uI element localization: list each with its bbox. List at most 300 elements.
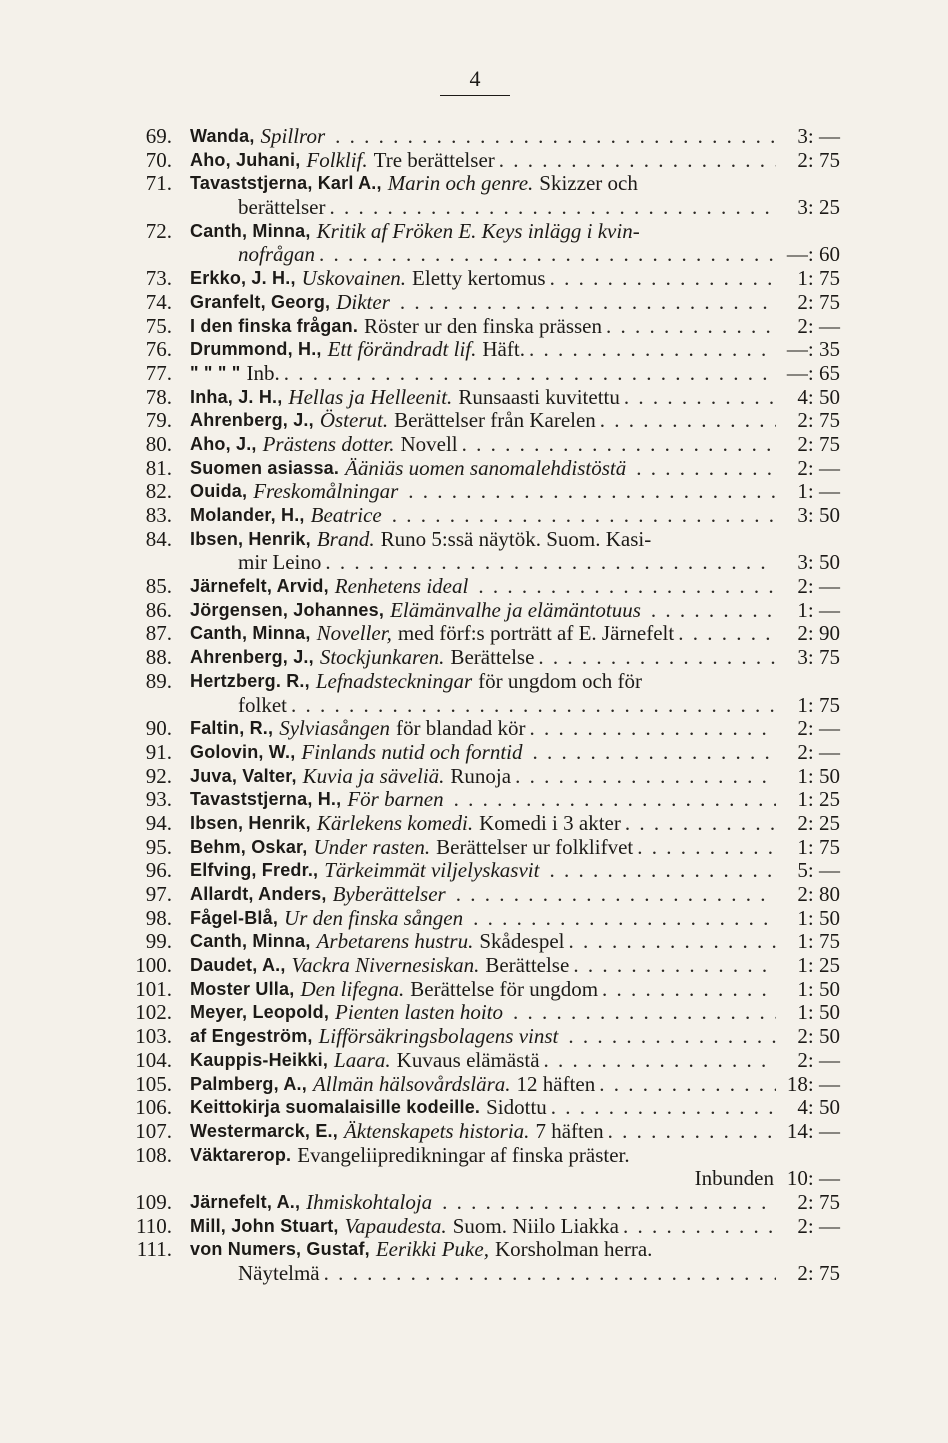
entry-text [190, 621, 840, 645]
entry-number: 80. [145, 431, 172, 456]
entry-text [190, 811, 840, 835]
leader-dots [538, 645, 776, 669]
catalog-entry [128, 1143, 840, 1167]
entry-author: Canth, Minna, [190, 623, 311, 644]
entry-number: 71. [145, 171, 172, 196]
catalog-entry [128, 266, 840, 290]
entry-author: Behm, Oskar, [190, 836, 308, 857]
leader-dots [499, 148, 776, 172]
entry-description: Komedi i 3 akter [479, 810, 621, 835]
entry-author: Järnefelt, A., [190, 1191, 301, 1212]
catalog-entry [128, 645, 840, 669]
entry-text [190, 716, 840, 740]
entry-title: Beatrice [310, 503, 382, 527]
entry-title: Stockjunkaren. [319, 645, 445, 670]
entry-title: För barnen [347, 787, 444, 812]
entry-number: 77. [145, 360, 172, 385]
catalog-entry [128, 1119, 840, 1143]
entry-price: —: 60 [786, 242, 840, 267]
catalog-entry [128, 929, 840, 953]
catalog-entry-continuation [128, 242, 840, 266]
entry-author: Aho, Juhani, [190, 149, 301, 170]
entry-number: 73. [145, 266, 172, 291]
catalog-entry [128, 882, 840, 906]
entry-price: 3: 50 [797, 550, 840, 575]
entry-price: 2: — [797, 739, 840, 764]
entry-title: Folklif. [306, 147, 368, 172]
entry-price: 3: — [797, 124, 840, 148]
entry-text [190, 456, 840, 480]
entry-title: Lefnadsteckningar [315, 668, 473, 693]
catalog-entry [128, 835, 840, 859]
entry-price: 2: — [797, 716, 840, 741]
catalog-entry-continuation [128, 195, 840, 219]
leader-dots [291, 693, 776, 717]
entry-author: Mill, John Stuart, [190, 1215, 339, 1236]
entry-description: Häft. [482, 337, 525, 362]
entry-author: Tavaststjerna, H., [190, 789, 342, 810]
entry-description: Berättelse [450, 645, 535, 670]
leader-dots [599, 1072, 776, 1096]
leader-dots [442, 1190, 776, 1214]
entry-title: Elämänvalhe ja elämäntotuus [390, 597, 641, 622]
entry-text [190, 527, 840, 551]
entry-author: Ibsen, Henrik, [190, 812, 311, 833]
entry-number: 72. [145, 218, 172, 243]
entry-text [190, 1095, 840, 1119]
leader-dots [608, 1119, 776, 1143]
entry-number: 97. [145, 882, 172, 906]
entry-author: Hertzberg. R., [190, 670, 310, 691]
entry-price: 1: 50 [797, 1000, 840, 1025]
entry-price: 2: 75 [797, 1261, 840, 1285]
entry-continuation: mir Leino [238, 550, 322, 575]
entry-price: 4: 50 [797, 1095, 840, 1120]
entry-description: med förf:s porträtt af E. Järnefelt [397, 621, 675, 646]
catalog-entry [128, 1214, 840, 1238]
leader-dots [544, 1048, 776, 1072]
entry-title: Prästens dotter. [262, 431, 395, 456]
catalog-entry [128, 1095, 840, 1119]
entry-text [190, 1072, 840, 1096]
entry-number: 88. [145, 645, 172, 670]
entry-author: Keittokirja suomalaisille kodeille. [190, 1097, 481, 1118]
entry-continuation-text [238, 693, 840, 717]
entry-continuation: Näytelmä [238, 1261, 320, 1285]
entry-price: 1: 75 [797, 692, 840, 717]
entry-description: Eletty kertomus [412, 266, 546, 291]
entry-title: Uskovainen. [301, 266, 407, 291]
entry-price: 3: 75 [797, 645, 840, 670]
entry-number: 69. [145, 124, 172, 148]
catalog-entry [128, 171, 840, 195]
entry-author: Suomen asiassa. [190, 457, 340, 478]
entry-number: 89. [145, 668, 172, 693]
leader-dots [324, 1261, 776, 1285]
entry-number: 99. [145, 929, 172, 954]
leader-dots [573, 953, 776, 977]
leader-dots [602, 977, 776, 1001]
entry-number: 91. [145, 739, 172, 764]
entry-title: Vapaudesta. [344, 1213, 447, 1238]
entry-text [190, 337, 840, 361]
entry-author: Wanda, [190, 126, 255, 146]
entry-title: Byberättelser [332, 882, 446, 906]
catalog-entry-continuation [128, 550, 840, 574]
entry-text [190, 1000, 840, 1024]
entry-author: Järnefelt, Arvid, [190, 576, 329, 597]
entry-author: Juva, Valter, [190, 765, 297, 786]
entry-author: Fågel-Blå, [190, 907, 279, 928]
entry-author: Granfelt, Georg, [190, 291, 331, 312]
entry-title: Eerikki Puke, [375, 1237, 489, 1262]
entry-description: Suom. Niilo Liakka [452, 1213, 619, 1238]
entry-number: 111. [136, 1237, 172, 1262]
catalog-entry [128, 290, 840, 314]
entry-text [190, 1048, 840, 1072]
catalog-entry [128, 716, 840, 740]
entry-description: Inb. [246, 360, 280, 385]
entry-description: Skizzer och [539, 171, 638, 196]
leader-dots [454, 787, 776, 811]
entry-author: Ahrenberg, J., [190, 647, 314, 668]
entry-description: Röster ur den finska prässen [364, 313, 602, 338]
entry-description: för ungdom och för [478, 668, 643, 693]
catalog-entry [128, 574, 840, 598]
leader-dots [549, 858, 776, 882]
entry-continuation: berättelser [238, 195, 326, 220]
entry-author: Golovin, W., [190, 741, 296, 762]
entry-title: Sylviasången [279, 716, 391, 741]
catalog-entry-continuation [128, 1166, 840, 1190]
entry-title: Noveller, [316, 621, 392, 646]
entry-number: 106. [135, 1095, 172, 1120]
catalog-entry [128, 1072, 840, 1096]
entry-author: Drummond, H., [190, 339, 322, 360]
entry-price: 1: 50 [797, 763, 840, 788]
entry-text [190, 977, 840, 1001]
entry-price: 3: 25 [797, 195, 840, 220]
entry-text [190, 124, 840, 148]
entry-price: 2: — [797, 1213, 840, 1238]
entry-title: Finlands nutid och forntid [301, 739, 523, 764]
entry-author: Meyer, Leopold, [190, 1002, 330, 1023]
entry-description: Berättelser från Karelen [394, 408, 596, 433]
entry-text [190, 787, 840, 811]
entry-title: Lifförsäkringsbolagens vinst [318, 1024, 559, 1049]
catalog-entry [128, 906, 840, 930]
catalog-entry [128, 1048, 840, 1072]
entry-number: 78. [145, 384, 172, 409]
entry-number: 93. [145, 787, 172, 812]
entry-title: Kuvia ja säveliä. [302, 763, 445, 788]
catalog-entry [128, 1000, 840, 1024]
entry-description: Novell [400, 431, 458, 456]
entry-number: 104. [135, 1047, 172, 1072]
entry-number: 92. [145, 763, 172, 788]
leader-dots [325, 550, 776, 574]
catalog-entry [128, 503, 840, 527]
entry-price: 1: — [797, 597, 840, 622]
catalog-entry [128, 408, 840, 432]
entry-author: I den finska frågan. [190, 315, 359, 336]
entry-author: Faltin, R., [190, 718, 274, 739]
entry-text [190, 171, 840, 195]
entry-number: 81. [145, 455, 172, 480]
entry-text [190, 1214, 840, 1238]
entry-price: 2: 80 [797, 882, 840, 906]
entry-price: 2: — [797, 313, 840, 338]
entry-author: Tavaststjerna, Karl A., [190, 173, 382, 194]
leader-dots [462, 432, 776, 456]
entry-title: Ihmiskohtaloja [306, 1189, 433, 1214]
entry-author: Jörgensen, Johannes, [190, 599, 385, 620]
entry-author: Allardt, Anders, [190, 884, 327, 904]
entry-description: Korsholman herra. [494, 1237, 653, 1262]
entry-text [190, 1024, 840, 1048]
entry-description: Evangeliipredikningar af finska präster. [297, 1142, 630, 1167]
entry-number: 101. [135, 976, 172, 1001]
entry-description: Kuvaus elämästä [396, 1047, 540, 1072]
entry-price: 4: 50 [797, 384, 840, 409]
entry-author: Kauppis-Heikki, [190, 1049, 329, 1070]
catalog-entry [128, 621, 840, 645]
leader-dots [625, 811, 776, 835]
catalog-entry [128, 977, 840, 1001]
entry-title: Dikter [336, 289, 390, 314]
entry-text [190, 432, 840, 456]
leader-dots [392, 503, 776, 527]
entry-title: Allmän hälsovårdslära. [312, 1071, 511, 1096]
entry-price: 1: 75 [797, 834, 840, 859]
entry-text [190, 835, 840, 859]
entry-title: Freskomålningar [253, 479, 399, 504]
entry-price: 2: — [797, 574, 840, 599]
entry-price: —: 35 [786, 337, 840, 362]
leader-dots [678, 621, 776, 645]
entry-price: 2: 25 [797, 810, 840, 835]
entry-title: Hellas ja Helleenit. [288, 384, 453, 409]
entry-number: 103. [135, 1024, 172, 1049]
entry-number: 94. [145, 810, 172, 835]
leader-dots [636, 456, 776, 480]
leader-dots [550, 266, 776, 290]
leader-dots [529, 337, 776, 361]
entry-author: Moster Ulla, [190, 978, 295, 999]
leader-dots [606, 314, 776, 338]
entry-price: 1: 75 [797, 929, 840, 954]
entry-description: Sidottu [486, 1095, 547, 1120]
entry-price: 1: 50 [797, 976, 840, 1001]
entry-price: 2: 50 [797, 1024, 840, 1049]
entry-text [190, 290, 840, 314]
entry-number: 82. [145, 479, 172, 504]
entry-text [190, 740, 840, 764]
entry-price: 2: 75 [797, 431, 840, 456]
entry-title: Äktenskapets historia. [343, 1118, 530, 1143]
entry-text [190, 953, 840, 977]
entry-title: Ur den finska sången [284, 905, 464, 930]
entry-text [190, 858, 840, 882]
entry-text [190, 882, 840, 906]
leader-dots [637, 835, 776, 859]
entry-title: Spillror [260, 124, 326, 148]
entry-price: 2: 75 [797, 408, 840, 433]
entry-description: Skådespel [479, 929, 565, 954]
entry-continuation-text [238, 242, 840, 266]
entry-text [190, 219, 840, 243]
catalog-entry [128, 361, 840, 385]
entry-continuation-text [238, 195, 840, 219]
entry-title: Laara. [334, 1047, 391, 1072]
catalog-entry [128, 456, 840, 480]
entry-number: 85. [145, 574, 172, 599]
entry-number: 110. [136, 1213, 172, 1238]
entry-title: Pienten lasten hoito [335, 1000, 504, 1025]
entry-number: 98. [145, 905, 172, 930]
entry-author: Daudet, A., [190, 955, 286, 976]
entry-text [190, 906, 840, 930]
entry-text [190, 929, 840, 953]
leader-dots [284, 361, 776, 385]
entry-text [190, 408, 840, 432]
catalog-entry [128, 337, 840, 361]
leader-dots [478, 574, 776, 598]
entry-text [190, 148, 840, 172]
entry-description: Berättelse [485, 953, 570, 978]
leader-dots [623, 1214, 776, 1238]
leader-dots [568, 929, 776, 953]
entry-number: 105. [135, 1071, 172, 1096]
entry-number: 79. [145, 408, 172, 433]
entry-text [190, 645, 840, 669]
entry-text [190, 1237, 840, 1261]
entry-title: Kritik af Fröken E. Keys inlägg i kvin- [316, 218, 640, 243]
entry-text [190, 1143, 840, 1167]
leader-dots [400, 290, 776, 314]
entry-description: 12 häften [516, 1071, 596, 1096]
entry-price: 1: 25 [797, 953, 840, 978]
catalog-entry [128, 740, 840, 764]
entry-title: Kärlekens komedi. [316, 810, 474, 835]
entry-number: 76. [145, 337, 172, 362]
entry-title: Ett förändradt lif. [327, 337, 477, 362]
entry-author: Ahrenberg, J., [190, 410, 314, 431]
entry-price: 2: 75 [797, 1189, 840, 1214]
catalog-entry [128, 527, 840, 551]
entry-text [190, 764, 840, 788]
catalog-entry-continuation [128, 1261, 840, 1285]
entry-text [190, 1190, 840, 1214]
catalog-entry [128, 1024, 840, 1048]
entry-author: " " " " [190, 362, 241, 383]
entry-title: Ääniäs uomen sanomalehdistöstä [345, 455, 627, 480]
leader-dots [551, 1095, 776, 1119]
catalog-entry [128, 858, 840, 882]
entry-author: Canth, Minna, [190, 220, 311, 241]
entry-number: 86. [145, 597, 172, 622]
entry-title: Brand. [316, 526, 375, 551]
catalog-entry [128, 953, 840, 977]
entry-number: 74. [145, 289, 172, 314]
entry-description: Runo 5:ssä näytök. Suom. Kasi- [380, 526, 652, 551]
catalog-entry [128, 385, 840, 409]
leader-dots [319, 242, 776, 266]
entry-title: Under rasten. [313, 834, 431, 859]
entry-description: Runoja [450, 763, 512, 788]
entry-author: Molander, H., [190, 505, 305, 525]
entry-description: Tre berättelser [373, 147, 495, 172]
entry-author: af Engeström, [190, 1026, 313, 1047]
entry-text [190, 266, 840, 290]
entry-author: Ouida, [190, 481, 248, 502]
entry-price: 14: — [786, 1118, 840, 1143]
entry-price: 1: 50 [797, 905, 840, 930]
catalog-entry [128, 432, 840, 456]
entry-number: 96. [145, 858, 172, 883]
entry-text [190, 574, 840, 598]
entry-number: 87. [145, 621, 172, 646]
leader-dots [600, 408, 776, 432]
entry-title: Arbetarens hustru. [316, 929, 474, 954]
entry-title: Renhetens ideal [334, 574, 469, 599]
page-number: 4 [440, 66, 510, 96]
entry-description: för blandad kör [396, 716, 526, 741]
entry-description: Berättelser ur folklifvet [436, 834, 634, 859]
entry-price: 2: — [797, 1047, 840, 1072]
catalog-entry [128, 124, 840, 148]
catalog-entry [128, 811, 840, 835]
entry-price: 2: 75 [797, 147, 840, 172]
entry-continuation: Inbunden [694, 1166, 774, 1191]
entry-price: 5: — [797, 858, 840, 883]
leader-dots [533, 740, 777, 764]
leader-dots [651, 598, 776, 622]
leader-dots [568, 1024, 776, 1048]
entry-continuation-text [238, 550, 840, 574]
entry-number: 90. [145, 716, 172, 741]
catalog-list [128, 124, 840, 1285]
entry-title: Vackra Nivernesiskan. [291, 953, 480, 978]
entry-text [190, 314, 840, 338]
catalog-entry [128, 1237, 840, 1261]
entry-author: Elfving, Fredr., [190, 860, 319, 881]
entry-continuation-text [238, 1261, 840, 1285]
entry-text [190, 503, 840, 527]
entry-author: Westermarck, E., [190, 1120, 338, 1141]
entry-number: 95. [145, 834, 172, 859]
entry-text [190, 361, 840, 385]
leader-dots [513, 1000, 776, 1024]
entry-continuation: folket [238, 692, 287, 717]
leader-dots [624, 385, 776, 409]
entry-author: Aho, J., [190, 433, 257, 454]
entry-text [190, 479, 840, 503]
entry-description: 7 häften [535, 1118, 604, 1143]
entry-author: Erkko, J. H., [190, 268, 296, 289]
entry-title: Marin och genre. [387, 171, 534, 196]
entry-text [190, 598, 840, 622]
catalog-entry [128, 148, 840, 172]
entry-title-continuation: nofrågan [238, 242, 316, 267]
entry-number: 70. [145, 147, 172, 172]
entry-price: 18: — [786, 1071, 840, 1096]
catalog-entry [128, 787, 840, 811]
catalog-entry [128, 314, 840, 338]
catalog-entry [128, 764, 840, 788]
entry-price: 2: 90 [797, 621, 840, 646]
entry-author: Ibsen, Henrik, [190, 528, 311, 549]
